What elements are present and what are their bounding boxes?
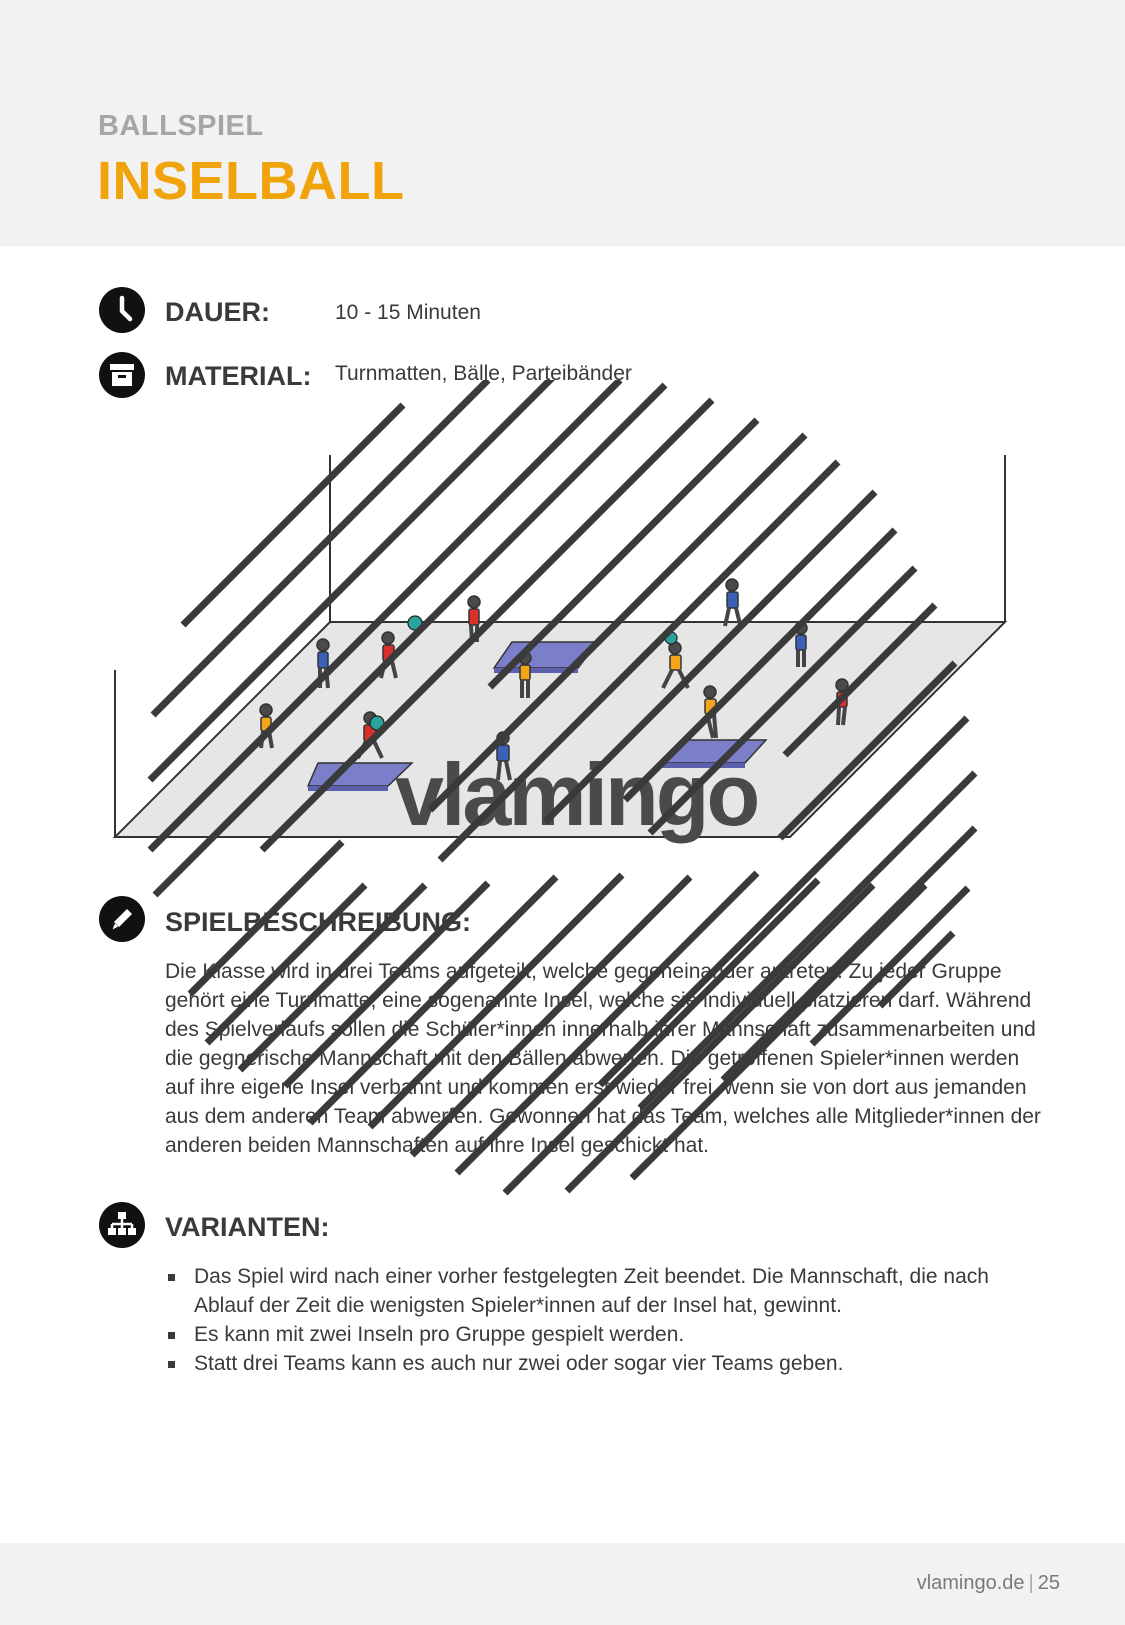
list-item: Es kann mit zwei Inseln pro Gruppe gespielt werden. bbox=[165, 1320, 1045, 1349]
footer-separator: | bbox=[1028, 1572, 1034, 1594]
variants-heading: VARIANTEN: bbox=[165, 1212, 330, 1242]
footer-text bbox=[917, 1572, 1060, 1595]
material-label: MATERIAL: bbox=[165, 361, 312, 391]
category-label: BALLSPIEL bbox=[98, 110, 264, 142]
material-value: Turnmatten, Bälle, Parteibänder bbox=[335, 362, 632, 385]
footer-site: vlamingo.de bbox=[916, 1572, 1025, 1594]
variants-list bbox=[165, 1262, 1045, 1378]
sitemap-icon bbox=[99, 1202, 145, 1248]
duration-label: DAUER: bbox=[165, 297, 270, 327]
list-item: Das Spiel wird nach einer vorher festgelegten Zeit beendet. Die Mannschaft, die nach Ablauf der Zeit die wenigsten Spieler*innen auf der Insel hat, gewinnt. bbox=[165, 1262, 1045, 1320]
duration-value: 10 - 15 Minuten bbox=[335, 301, 481, 324]
description-text: Die Klasse wird in drei Teams aufgeteilt, welche gegeneinander antreten. Zu jeder Gruppe gehört eine Turnmatte, eine sogenannte Insel, welche sie individuell platzieren darf. Während des Spielverlaufs sollen die Schüler*innen innerhalb ihrer Mannschaft zusammenarbeiten und die gegnerische Mannschaft mit den Bällen abwerfen. Die getroffenen Spieler*innen werden auf ihre eigene Insel verbannt und kommen erst wieder frei, wenn sie von dort aus jemanden aus dem anderen Team abwerfen. Gewonnen hat das Team, welches alle Mitglieder*innen der anderen beiden Mannschaften auf ihre Insel geschickt hat. bbox=[165, 960, 1041, 1157]
page-title: INSELBALL bbox=[97, 151, 405, 211]
page-number: 25 bbox=[1037, 1572, 1060, 1594]
vlamingo-watermark: vlamingo bbox=[395, 745, 758, 844]
list-item: Statt drei Teams kann es auch nur zwei oder sogar vier Teams geben. bbox=[165, 1349, 1045, 1378]
clock-icon bbox=[99, 287, 145, 333]
player bbox=[725, 579, 740, 626]
pencil-icon bbox=[99, 896, 145, 942]
description-heading: SPIELBESCHREIBUNG: bbox=[165, 907, 472, 937]
